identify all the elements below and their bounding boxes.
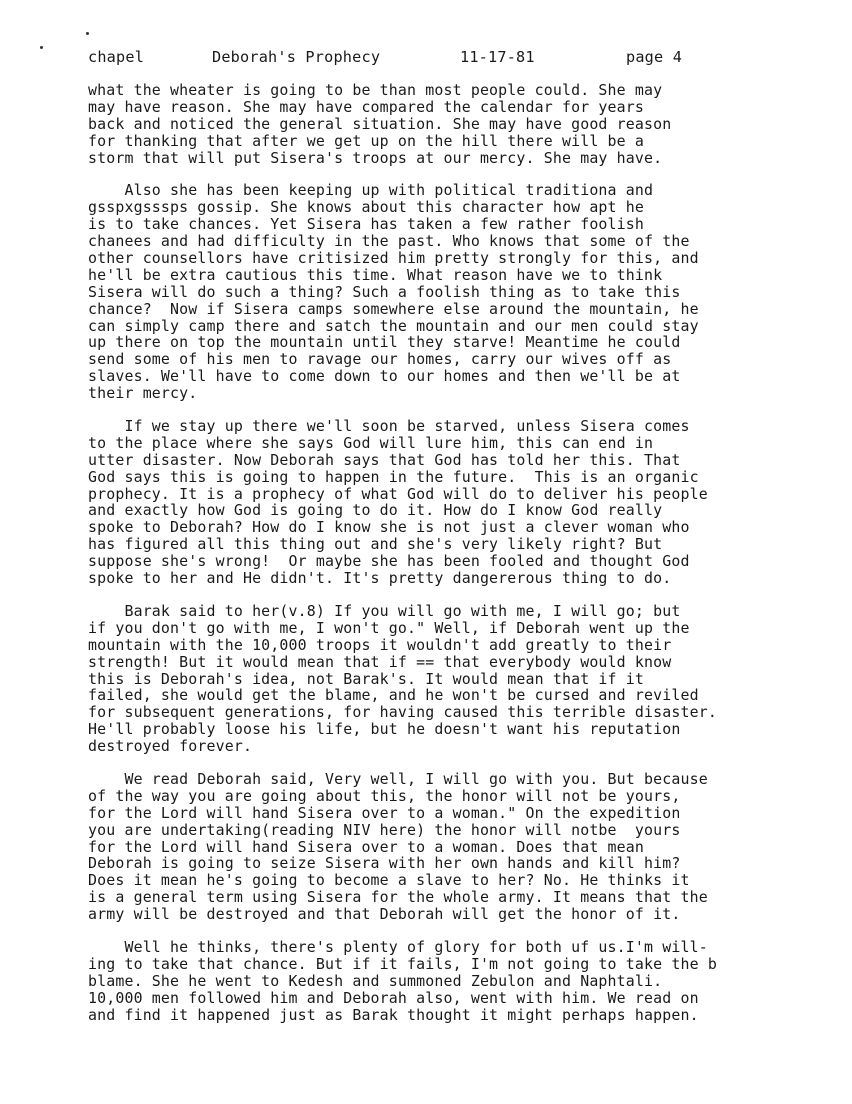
- text-line: this is Deborah's idea, not Barak's. It would mean that if it: [88, 669, 645, 688]
- text-line: ing to take that chance. But if it fails, I'm not going to take the b: [88, 954, 717, 973]
- text-line: you are undertaking(reading NIV here) the honor will notbe yours: [88, 820, 681, 839]
- text-line: is a general term using Sisera for the whole army. It means that the: [88, 888, 708, 907]
- text-line: God says this is going to happen in the future. This is an organic: [88, 467, 699, 486]
- paragraph: [88, 182, 808, 402]
- text-line: blame. She he went to Kedesh and summoned Zebulon and Naphtali.: [88, 971, 663, 990]
- text-line: utter disaster. Now Deborah says that God has told her this. That: [88, 450, 681, 469]
- text-line: has figured all this thing out and she's very likely right? But: [88, 535, 663, 554]
- text-line: We read Deborah said, Very well, I will go with you. But because: [88, 769, 708, 788]
- text-line: strength! But it would mean that if == that everybody would know: [88, 652, 672, 671]
- text-line: army will be destroyed and that Deborah will get the honor of it.: [88, 905, 681, 924]
- paragraph: [88, 418, 808, 587]
- text-line: can simply camp there and satch the mountain and our men could stay: [88, 316, 699, 335]
- text-line: Deborah is going to seize Sisera with her own hands and kill him?: [88, 854, 681, 873]
- text-line: Also she has been keeping up with political traditiona and: [88, 181, 654, 200]
- text-line: Does it mean he's going to become a slave to her? No. He thinks it: [88, 871, 690, 890]
- text-line: to the place where she says God will lure him, this can end in: [88, 433, 654, 452]
- text-line: and find it happened just as Barak thought it might perhaps happen.: [88, 1005, 699, 1024]
- text-line: for thanking that after we get up on the hill there will be a: [88, 131, 645, 150]
- header-page-number: page 4: [626, 48, 683, 66]
- header-title: Deborah's Prophecy: [212, 48, 381, 66]
- stray-mark: [86, 32, 89, 35]
- page-header: [88, 48, 788, 68]
- paragraph: [88, 939, 808, 1023]
- stray-mark: [40, 46, 43, 49]
- text-line: slaves. We'll have to come down to our homes and then we'll be at: [88, 367, 681, 386]
- text-line: if you don't go with me, I won't go." Well, if Deborah went up the: [88, 618, 690, 637]
- text-line: suppose she's wrong! Or maybe she has been fooled and thought God: [88, 552, 690, 571]
- document-body: [88, 82, 808, 1039]
- header-date: 11-17-81: [460, 48, 535, 66]
- text-line: He'll probably loose his life, but he doesn't want his reputation: [88, 720, 681, 739]
- paragraph: [88, 771, 808, 923]
- text-line: storm that will put Sisera's troops at our mercy. She may have.: [88, 148, 663, 167]
- text-line: he'll be extra cautious this time. What reason have we to think: [88, 265, 663, 284]
- text-line: of the way you are going about this, the honor will not be yours,: [88, 786, 681, 805]
- text-line: destroyed forever.: [88, 737, 253, 756]
- text-line: for subsequent generations, for having caused this terrible disaster.: [88, 703, 717, 722]
- text-line: failed, she would get the blame, and he won't be cursed and reviled: [88, 686, 699, 705]
- text-line: their mercy.: [88, 384, 198, 403]
- text-line: and exactly how God is going to do it. How do I know God really: [88, 501, 663, 520]
- text-line: If we stay up there we'll soon be starved, unless Sisera comes: [88, 417, 690, 436]
- text-line: is to take chances. Yet Sisera has taken a few rather foolish: [88, 215, 645, 234]
- text-line: up there on top the mountain until they starve! Meantime he could: [88, 333, 681, 352]
- text-line: prophecy. It is a prophecy of what God will do to deliver his people: [88, 484, 708, 503]
- header-section: chapel: [88, 48, 145, 66]
- text-line: spoke to her and He didn't. It's pretty dangererous thing to do.: [88, 569, 672, 588]
- text-line: chanees and had difficulty in the past. Who knows that some of the: [88, 232, 690, 251]
- text-line: Sisera will do such a thing? Such a foolish thing as to take this: [88, 282, 681, 301]
- text-line: send some of his men to ravage our homes, carry our wives off as: [88, 350, 672, 369]
- paragraph: [88, 603, 808, 755]
- text-line: for the Lord will hand Sisera over to a woman. Does that mean: [88, 837, 645, 856]
- text-line: back and noticed the general situation. She may have good reason: [88, 114, 672, 133]
- text-line: other counsellors have critisized him pretty strongly for this, and: [88, 249, 699, 268]
- text-line: for the Lord will hand Sisera over to a woman." On the expedition: [88, 803, 681, 822]
- text-line: what the wheater is going to be than most people could. She may: [88, 81, 663, 99]
- text-line: spoke to Deborah? How do I know she is not just a clever woman who: [88, 518, 690, 537]
- paragraph: [88, 82, 808, 166]
- text-line: Barak said to her(v.8) If you will go with me, I will go; but: [88, 601, 681, 620]
- text-line: chance? Now if Sisera camps somewhere else around the mountain, he: [88, 299, 699, 318]
- text-line: 10,000 men followed him and Deborah also, went with him. We read on: [88, 988, 699, 1007]
- text-line: gsspxgsssps gossip. She knows about this character how apt he: [88, 198, 645, 217]
- text-line: mountain with the 10,000 troops it wouldn't add greatly to their: [88, 635, 672, 654]
- text-line: Well he thinks, there's plenty of glory for both uf us.I'm will-: [88, 937, 708, 956]
- text-line: may have reason. She may have compared the calendar for years: [88, 97, 645, 116]
